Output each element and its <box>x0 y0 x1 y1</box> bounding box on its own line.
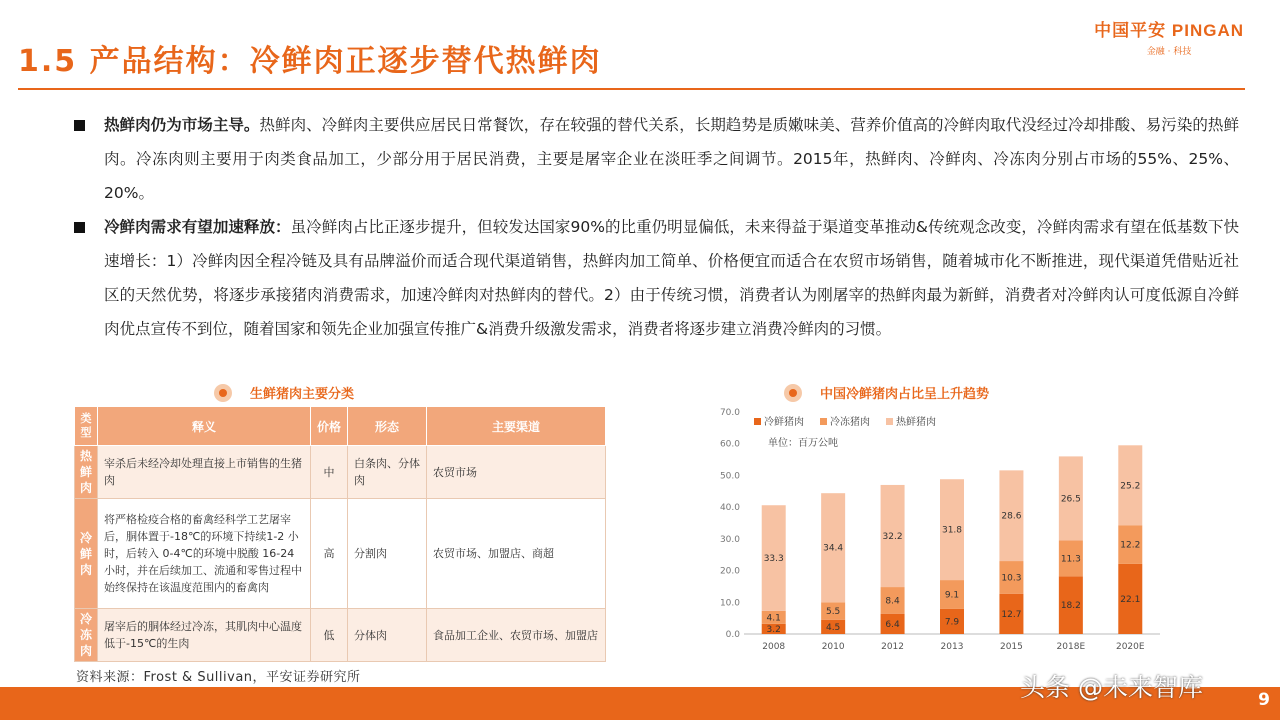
y-tick-label: 20.0 <box>719 566 740 577</box>
table-row <box>75 446 606 499</box>
data-label: 12.7 <box>1001 609 1022 620</box>
header-cell-form: 形态 <box>348 407 427 446</box>
x-tick-label: 2013 <box>940 642 964 652</box>
data-label: 4.1 <box>766 613 781 624</box>
table-row <box>75 499 606 609</box>
data-label: 22.1 <box>1120 594 1141 605</box>
chart-unit-label: 单位：百万公吨 <box>768 438 838 449</box>
type-cell: 冷冻肉 <box>75 609 98 662</box>
type-cell: 冷鲜肉 <box>75 499 98 609</box>
x-tick-label: 2012 <box>881 642 905 652</box>
form-cell: 白条肉、分体肉 <box>348 446 427 499</box>
watermark: 头条 @未来智库 <box>1020 673 1203 702</box>
bullet-square-icon <box>74 120 85 131</box>
page-number: 9 <box>1258 690 1270 710</box>
desc-cell: 宰杀后未经冷却处理直接上市销售的生猪肉 <box>98 446 311 499</box>
table-header-row <box>75 407 606 446</box>
logo-tagline: 金融 · 科技 <box>1146 47 1192 57</box>
source-note: 资料来源：Frost & Sullivan，平安证券研究所 <box>76 670 361 685</box>
bullet-text: 虽冷鲜肉占比正逐步提升，但较发达国家90%的比重仍明显偏低，未来得益于渠道变革推动&传统观念改变，冷鲜肉需求有望在低基数下快速增长：1）冷鲜肉因全程冷链及具有品牌溢价而适合现代渠道销售，热鲜肉加工简单、价格便宜而适合在农贸市场销售，随着城市化不断推进，现代渠道凭借贴近社区的天然优势，将逐步承接猪肉消费需求，加速冷鲜肉对热鲜肉的替代。2）由于传统习惯，消费者认为刚屠宰的热鲜肉最为新鲜，消费者对冷鲜肉认可度低源自冷鲜肉优点宣传不到位，随着国家和领先企业加强宣传推广&消费升级激发需求，消费者将逐步建立消费冷鲜肉的习惯。 <box>104 218 1239 338</box>
title-underline <box>18 88 1245 90</box>
data-label: 12.2 <box>1120 540 1141 551</box>
meat-classification-table <box>74 406 606 662</box>
chart-svg <box>708 398 1168 660</box>
desc-cell: 将严格检疫合格的畜禽经科学工艺屠宰后，胴体置于-18℃的环境下持续1-2 小时，后转入 0-4℃的环境中脱酸 16-24 小时，并在后续加工、流通和零售过程中始终保持在该温度范围内的畜禽肉 <box>98 499 311 609</box>
type-cell: 热鲜肉 <box>75 446 98 499</box>
price-cell: 低 <box>311 609 348 662</box>
data-label: 7.9 <box>944 617 960 628</box>
brand-logo <box>1094 16 1244 57</box>
table-heading-label: 生鲜猪肉主要分类 <box>250 387 355 402</box>
y-tick-label: 0.0 <box>725 630 740 640</box>
data-label: 4.5 <box>825 622 841 633</box>
y-tick-label: 10.0 <box>719 598 740 609</box>
data-label: 9.1 <box>944 590 960 601</box>
data-label: 18.2 <box>1060 601 1081 612</box>
price-cell: 高 <box>311 499 348 609</box>
page-title: 1.5 产品结构：冷鲜肉正逐步替代热鲜肉 <box>18 44 602 79</box>
data-label: 34.4 <box>823 543 844 554</box>
x-tick-label: 2008 <box>762 642 786 652</box>
bullet-square-icon <box>74 222 85 233</box>
bullet-item <box>64 210 1239 346</box>
channel-cell: 农贸市场 <box>427 446 606 499</box>
data-label: 6.4 <box>885 619 900 630</box>
table-heading <box>214 383 354 402</box>
y-tick-label: 70.0 <box>719 408 740 418</box>
bullet-heading: 冷鲜肉需求有望加速释放： <box>104 218 291 236</box>
x-tick-label: 2018E <box>1056 642 1086 652</box>
data-label: 8.4 <box>885 596 900 607</box>
x-tick-label: 2020E <box>1115 642 1145 652</box>
form-cell: 分体肉 <box>348 609 427 662</box>
data-label: 3.2 <box>766 624 781 635</box>
data-label: 33.3 <box>763 554 784 565</box>
chart-heading-label: 中国冷鲜猪肉占比呈上升趋势 <box>820 387 990 402</box>
bullet-text: 热鲜肉、冷鲜肉主要供应居民日常餐饮，存在较强的替代关系，长期趋势是质嫩味美、营养价值高的冷鲜肉取代没经过冷却排酸、易污染的热鲜肉。冷冻肉则主要用于肉类食品加工，少部分用于居民消费，主要是屠宰企业在淡旺季之间调节。2015年，热鲜肉、冷鲜肉、冷冻肉分别占市场的55%、25%、20%。 <box>104 116 1239 202</box>
legend-label: 冷冻猪肉 <box>830 417 870 428</box>
data-label: 28.6 <box>1001 511 1022 522</box>
y-tick-label: 60.0 <box>719 439 740 450</box>
legend-swatch <box>820 418 827 425</box>
data-label: 32.2 <box>882 532 903 543</box>
header-cell-channel: 主要渠道 <box>427 407 606 446</box>
desc-cell: 屠宰后的胴体经过冷冻，其肌肉中心温度低于-15℃的生肉 <box>98 609 311 662</box>
data-label: 11.3 <box>1060 554 1081 565</box>
y-tick-label: 40.0 <box>719 503 740 514</box>
y-tick-label: 30.0 <box>719 534 740 545</box>
legend-swatch <box>754 418 761 425</box>
price-cell: 中 <box>311 446 348 499</box>
channel-cell: 食品加工企业、农贸市场、加盟店 <box>427 609 606 662</box>
bullet-heading: 热鲜肉仍为市场主导。 <box>104 116 260 134</box>
data-label: 25.2 <box>1120 481 1141 492</box>
y-tick-label: 50.0 <box>719 471 740 482</box>
form-cell: 分割肉 <box>348 499 427 609</box>
header-cell-type: 类型 <box>75 407 98 446</box>
data-label: 5.5 <box>825 607 841 618</box>
target-icon <box>214 384 232 402</box>
data-label: 10.3 <box>1001 573 1022 584</box>
x-tick-label: 2010 <box>821 642 845 652</box>
data-label: 26.5 <box>1060 494 1081 505</box>
legend-label: 冷鲜猪肉 <box>764 417 804 428</box>
legend-swatch <box>886 418 893 425</box>
bullet-list <box>64 108 1239 346</box>
header-cell-price: 价格 <box>311 407 348 446</box>
x-tick-label: 2015 <box>999 642 1023 652</box>
logo-text: 中国平安 PINGAN <box>1094 21 1244 40</box>
channel-cell: 农贸市场、加盟店、商超 <box>427 499 606 609</box>
header-cell-desc: 释义 <box>98 407 311 446</box>
data-label: 31.8 <box>941 525 963 536</box>
legend-label: 热鲜猪肉 <box>896 417 936 428</box>
table-row <box>75 609 606 662</box>
stacked-bar-chart <box>708 398 1168 660</box>
bullet-item <box>64 108 1239 210</box>
